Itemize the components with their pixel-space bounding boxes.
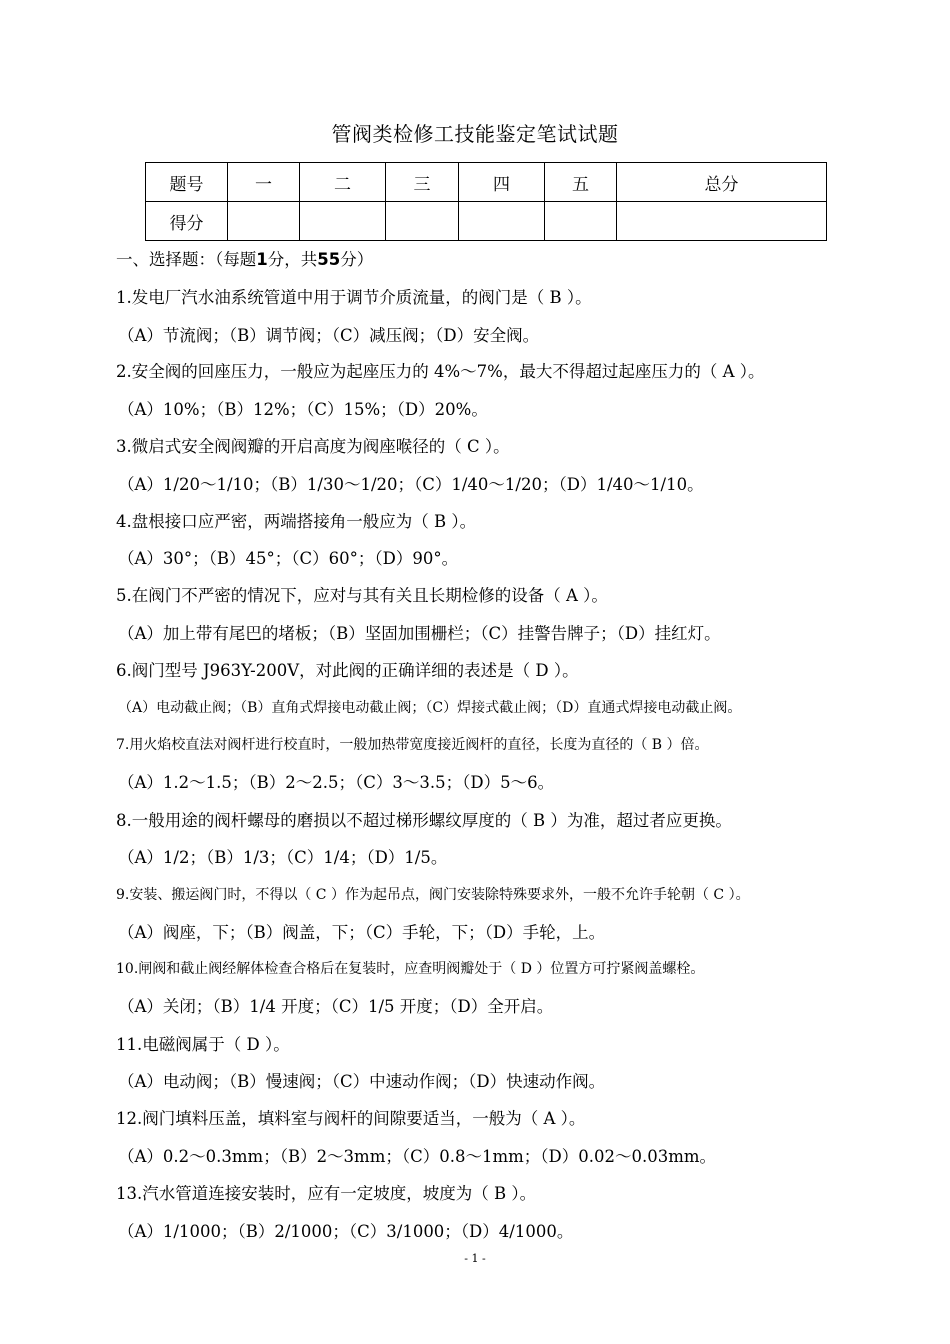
- question-options: （A）1/1000；（B）2/1000；（C）3/1000；（D）4/1000。: [118, 1222, 574, 1241]
- score-header-cell: 五: [545, 163, 617, 202]
- question-text: 7.用火焰校直法对阀杆进行校直时，一般加热带宽度接近阀杆的直径，长度为直径的（ B ）倍。: [116, 737, 709, 753]
- score-header-cell: 题号: [146, 163, 228, 202]
- score-table-header-row: [146, 163, 827, 202]
- section-prefix: 一、选择题：（每题: [116, 250, 257, 269]
- score-table: [145, 162, 827, 241]
- question-text: 1.发电厂汽水油系统管道中用于调节介质流量，的阀门是（ B ）。: [116, 288, 592, 307]
- section-per-score: 1: [256, 250, 268, 269]
- question-text: 9.安装、搬运阀门时，不得以（ C ）作为起吊点，阀门安装除特殊要求外，一般不允许手轮朝（ C ）。: [116, 887, 750, 903]
- score-cell: [459, 202, 545, 241]
- question-options: （A）1/20～1/10；（B）1/30～1/20；（C）1/40～1/20；（D）1/40～1/10。: [118, 475, 704, 494]
- question-options: （A）电动截止阀；（B）直角式焊接电动截止阀；（C）焊接式截止阀；（D）直通式焊接电动截止阀。: [118, 700, 742, 716]
- question-text: 5.在阀门不严密的情况下，应对与其有关且长期检修的设备（ A ）。: [116, 586, 608, 605]
- score-header-cell: 三: [386, 163, 459, 202]
- question-options: （A）0.2～0.3mm；（B）2～3mm；（C）0.8～1mm；（D）0.02～0.03mm。: [118, 1147, 717, 1166]
- score-cell: [300, 202, 386, 241]
- question-text: 12.阀门填料压盖，填料室与阀杆的间隙要适当，一般为（ A ）。: [116, 1109, 586, 1128]
- score-cell: [386, 202, 459, 241]
- question-options: （A）30°；（B）45°；（C）60°；（D）90°。: [118, 549, 459, 568]
- page-number: - 1 -: [464, 1252, 486, 1265]
- score-header-cell: 一: [228, 163, 300, 202]
- question-text: 13.汽水管道连接安装时，应有一定坡度，坡度为（ B ）。: [116, 1184, 537, 1203]
- question-text: 3.微启式安全阀阀瓣的开启高度为阀座喉径的（ C ）。: [116, 437, 510, 456]
- question-options: （A）关闭；（B）1/4 开度；（C）1/5 开度；（D）全开启。: [118, 997, 554, 1016]
- question-text: 6.阀门型号 J963Y-200V，对此阀的正确详细的表述是（ D ）。: [116, 661, 579, 680]
- section-total: 55: [317, 250, 341, 269]
- score-header-cell: 二: [300, 163, 386, 202]
- question-text: 2.安全阀的回座压力，一般应为起座压力的 4%～7%，最大不得超过起座压力的（ A ）。: [116, 362, 765, 381]
- score-cell: [228, 202, 300, 241]
- score-header-cell: 四: [459, 163, 545, 202]
- question-options: （A）节流阀；（B）调节阀；（C）减压阀；（D）安全阀。: [118, 326, 540, 345]
- question-text: 10.闸阀和截止阀经解体检查合格后在复装时，应查明阀瓣处于（ D ）位置方可拧紧阀盖螺栓。: [116, 961, 705, 977]
- section-heading: [116, 246, 373, 270]
- score-header-cell: 总分: [617, 163, 827, 202]
- question-text: 11.电磁阀属于（ D ）。: [116, 1035, 290, 1054]
- question-text: 4.盘根接口应严密，两端搭接角一般应为（ B ）。: [116, 512, 477, 531]
- score-table-score-row: [146, 202, 827, 241]
- question-options: （A）阀座，下；（B）阀盖，下；（C）手轮，下；（D）手轮，上。: [118, 923, 606, 942]
- question-options: （A）1.2～1.5；（B）2～2.5；（C）3～3.5；（D）5～6。: [118, 773, 555, 792]
- section-mid: 分，共: [267, 250, 318, 269]
- question-text: 8.一般用途的阀杆螺母的磨损以不超过梯形螺纹厚度的（ B ）为准，超过者应更换。: [116, 811, 732, 830]
- question-options: （A）加上带有尾巴的堵板；（B）坚固加围栅栏；（C）挂警告牌子；（D）挂红灯。: [118, 624, 721, 643]
- question-options: （A）电动阀；（B）慢速阀；（C）中速动作阀；（D）快速动作阀。: [118, 1072, 606, 1091]
- question-options: （A）10%；（B）12%；（C）15%；（D）20%。: [118, 400, 488, 419]
- score-cell: [545, 202, 617, 241]
- section-suffix: 分）: [340, 250, 374, 269]
- question-options: （A）1/2；（B）1/3；（C）1/4；（D）1/5。: [118, 848, 448, 867]
- score-row-label: 得分: [146, 202, 228, 241]
- score-cell: [617, 202, 827, 241]
- page-title: 管阀类检修工技能鉴定笔试试题: [331, 122, 619, 146]
